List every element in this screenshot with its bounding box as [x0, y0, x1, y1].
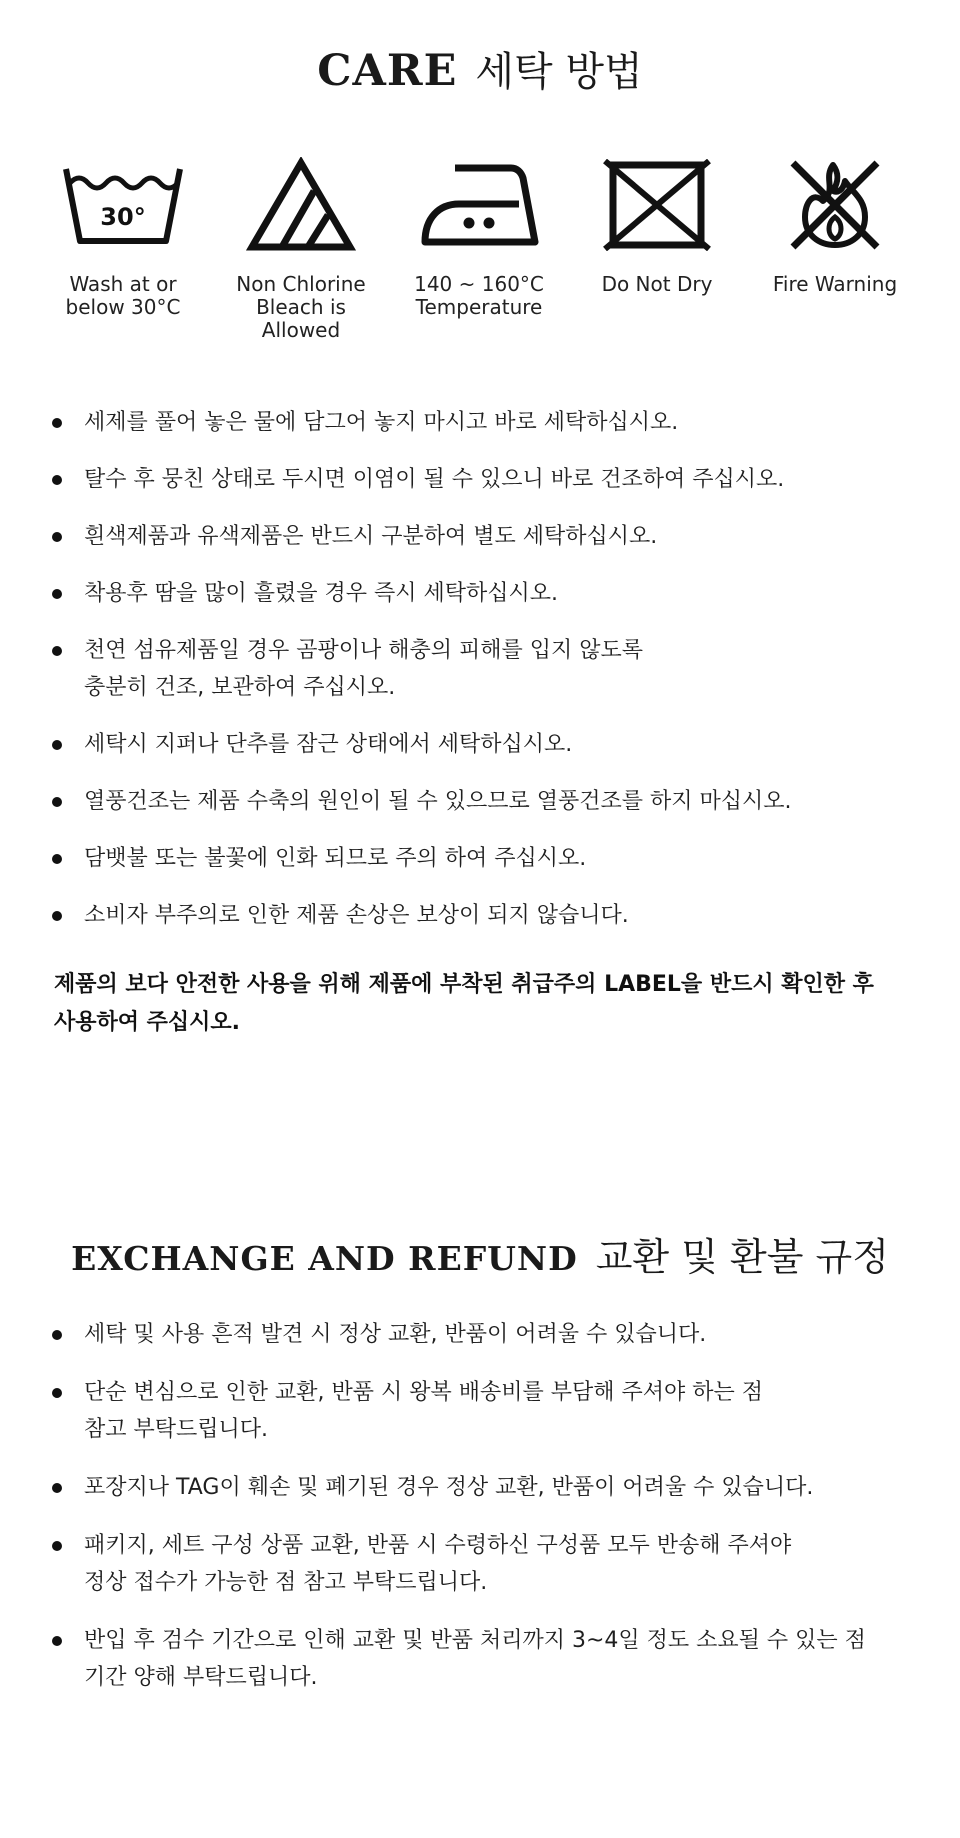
care-icon-item-do-not-dry: [568, 155, 746, 296]
exchange-section-title: [0, 1226, 960, 1281]
exchange-policy-list: [0, 1316, 900, 1717]
bullet-dot: [52, 854, 62, 864]
bullet-dot: [52, 740, 62, 750]
do-not-dry-label: Do Not Dry: [601, 272, 713, 296]
bullet-dot: [52, 589, 62, 599]
bullet-dot: [52, 1541, 62, 1551]
exchange-title-en: EXCHANGE AND REFUND: [71, 1239, 578, 1278]
bullet-dot: [52, 1388, 62, 1398]
list-item: 열풍건조는 제품 수축의 원인이 될 수 있으므로 열풍건조를 하지 마십시오.: [0, 783, 900, 820]
iron-label: 140 ~ 160°C Temperature: [414, 272, 544, 319]
wash-30-icon: [60, 159, 186, 251]
bullet-dot: [52, 911, 62, 921]
care-icon-item-wash: [34, 155, 212, 319]
list-item: 탈수 후 뭉친 상태로 두시면 이염이 될 수 있으니 바로 건조하여 주십시오.: [0, 461, 900, 498]
exchange-title-ko: 교환 및 환불 규정: [595, 1235, 889, 1279]
bullet-dot: [52, 646, 62, 656]
bullet-dot: [52, 1483, 62, 1493]
bullet-dot: [52, 475, 62, 485]
iron-temperature-icon: [419, 160, 539, 250]
svg-text:30°: 30°: [100, 203, 146, 231]
list-item: 포장지나 TAG이 훼손 및 폐기된 경우 정상 교환, 반품이 어려울 수 있습니다.: [0, 1469, 900, 1506]
list-item: 세제를 풀어 놓은 물에 담그어 놓지 마시고 바로 세탁하십시오.: [0, 404, 900, 441]
list-item: 천연 섬유제품일 경우 곰팡이나 해충의 피해를 입지 않도록 충분히 건조, 보관하여 주십시오.: [0, 632, 900, 706]
list-item: 패키지, 세트 구성 상품 교환, 반품 시 수령하신 구성품 모두 반송해 주셔야 정상 접수가 가능한 점 참고 부탁드립니다.: [0, 1527, 900, 1601]
fire-warning-label: Fire Warning: [772, 272, 898, 296]
bullet-dot: [52, 418, 62, 428]
care-icon-item-bleach: [212, 155, 390, 342]
non-chlorine-bleach-icon: [246, 157, 356, 253]
care-title-en: CARE: [317, 46, 458, 96]
bullet-dot: [52, 1636, 62, 1646]
bullet-dot: [52, 1330, 62, 1340]
list-item: 단순 변심으로 인한 교환, 반품 시 왕복 배송비를 부담해 주셔야 하는 점 참고 부탁드립니다.: [0, 1374, 900, 1448]
care-icon-item-fire: [746, 155, 924, 296]
do-not-dry-icon: [601, 159, 713, 251]
wash-label: Wash at or below 30°C: [65, 272, 181, 319]
care-icon-item-iron: [390, 155, 568, 319]
care-label-notice: 제품의 보다 안전한 사용을 위해 제품에 부착된 취급주의 LABEL을 반드시 확인한 후 사용하여 주십시오.: [54, 972, 874, 1035]
care-section-title: [0, 40, 960, 97]
bullet-dot: [52, 797, 62, 807]
care-icons-row: [34, 155, 924, 355]
list-item: 흰색제품과 유색제품은 반드시 구분하여 별도 세탁하십시오.: [0, 518, 900, 555]
bleach-label: Non Chlorine Bleach is Allowed: [236, 272, 366, 342]
bullet-dot: [52, 532, 62, 542]
list-item: 소비자 부주의로 인한 제품 손상은 보상이 되지 않습니다.: [0, 897, 900, 934]
list-item: 담뱃불 또는 불꽃에 인화 되므로 주의 하여 주십시오.: [0, 840, 900, 877]
list-item: 반입 후 검수 기간으로 인해 교환 및 반품 처리까지 3~4일 정도 소요될 수 있는 점 기간 양해 부탁드립니다.: [0, 1622, 900, 1696]
fire-warning-icon: [787, 157, 883, 253]
list-item: 세탁 및 사용 흔적 발견 시 정상 교환, 반품이 어려울 수 있습니다.: [0, 1316, 900, 1353]
care-instructions-list: [0, 404, 900, 954]
list-item: 착용후 땀을 많이 흘렸을 경우 즉시 세탁하십시오.: [0, 575, 900, 612]
list-item: 세탁시 지퍼나 단추를 잠근 상태에서 세탁하십시오.: [0, 726, 900, 763]
care-title-ko: 세탁 방법: [475, 49, 643, 95]
